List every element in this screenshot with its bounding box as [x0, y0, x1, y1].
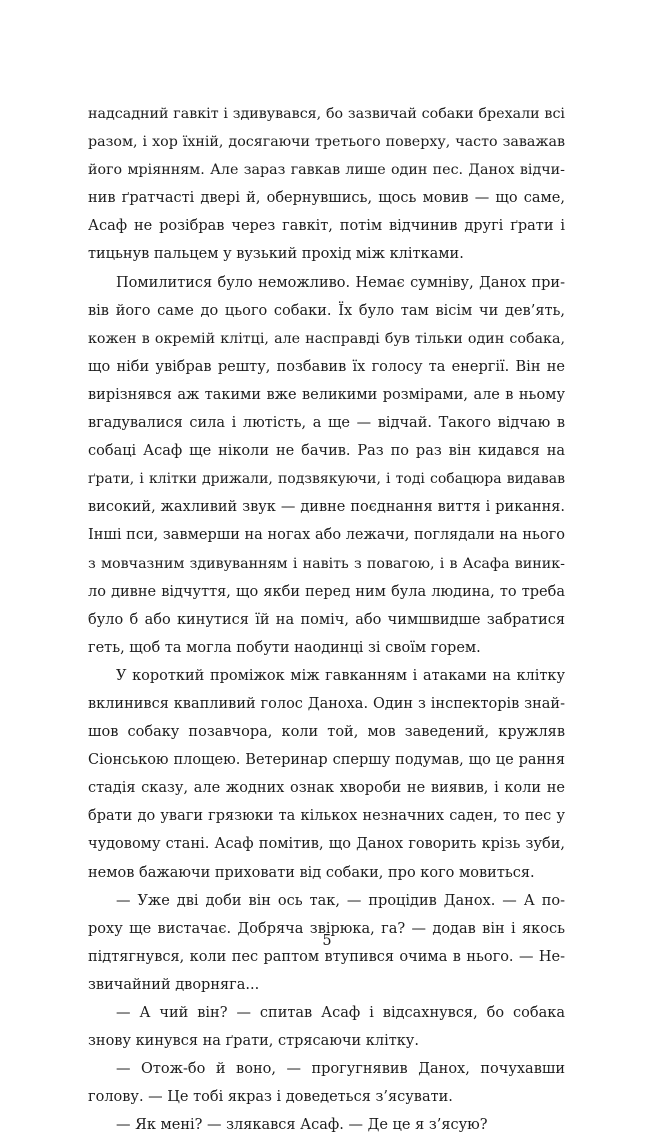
paragraph-first-line: — Отож-бо й воно, — прогугнявив Данох, почухавши: [116, 1061, 565, 1078]
paragraph-first-line: У короткий проміжок між гавканням і атаками на клітку: [116, 667, 565, 684]
text-line: надсадний гавкіт і здивувався, бо зазвичай собаки брехали всі: [88, 106, 565, 122]
text-line: ло дивне відчуття, що якби перед ним була людина, то треба: [88, 583, 565, 600]
text-line: вклинився квапливий голос Даноха. Один з інспекторів знай-: [88, 695, 565, 712]
text-line: Інші пси, завмерши на ногах або лежачи, поглядали на нього: [88, 527, 565, 544]
text-line: разом, і хор їхній, досягаючи третього поверху, часто заважав: [88, 134, 565, 151]
text-line: геть, щоб та могла побути наодинці зі своїм горем.: [88, 639, 481, 656]
text-line: немов бажаючи приховати від собаки, про кого мовиться.: [88, 864, 535, 881]
text-line: стадія сказу, але жодних ознак хвороби не виявив, і коли не: [88, 780, 565, 797]
paragraph-first-line: — Уже дві доби він ось так, — процідив Данох. — А по-: [116, 892, 565, 909]
text-line: Сіонською площею. Ветеринар спершу подумав, що це рання: [88, 752, 565, 769]
text-line: роху ще вистачає. Добряча звірюка, га? — додав він і якось: [88, 920, 565, 937]
text-line: що ніби увібрав решту, позбавив їх голосу та енергії. Він не: [88, 358, 565, 375]
paragraph-first-line: — А чий він? — спитав Асаф і відсахнувся, бо собака: [116, 1005, 565, 1021]
text-line: голову. — Це тобі якраз і доведеться з’ясувати.: [88, 1089, 453, 1106]
text-line: знову кинувся на ґрати, стрясаючи клітку.: [88, 1033, 419, 1050]
text-line: тицьнув пальцем у вузький прохід між клітками.: [88, 246, 464, 263]
text-line: нив ґратчасті двері й, обернувшись, щось мовив — що саме,: [88, 190, 565, 207]
paragraph-first-line: Помилитися було неможливо. Немає сумніву, Данох при-: [116, 274, 565, 291]
text-line: вирізнявся аж такими вже великими розмірами, але в ньому: [88, 386, 565, 403]
text-line: було б або кинутися їй на поміч, або чимшвидше забратися: [88, 611, 565, 628]
text-line: звичайний дворняга...: [88, 976, 260, 993]
text-line: кожен в окремій клітці, але насправді був тільки один собака,: [88, 330, 565, 347]
text-line: чудовому стані. Асаф помітив, що Данох говорить крізь зуби,: [88, 836, 565, 853]
text-line: його мріянням. Але зараз гавкав лише один пес. Данох відчи-: [88, 162, 565, 179]
page-number: 5: [322, 933, 332, 949]
paragraph-first-line: — Як мені? — злякався Асаф. — Де це я з’ясую?: [116, 1117, 488, 1134]
text-line: ґрати, і клітки дрижали, подзвякуючи, і тоді собацюра видавав: [88, 471, 565, 488]
text-line: Асаф не розібрав через гавкіт, потім відчинив другі ґрати і: [88, 218, 565, 235]
text-line: підтягнувся, коли пес раптом втупився очима в нього. — Не-: [88, 948, 565, 965]
text-line: брати до уваги грязюки та кількох незначних саден, то пес у: [88, 808, 565, 825]
text-line: собаці Асаф ще ніколи не бачив. Раз по раз він кидався на: [88, 443, 565, 460]
text-line: високий, жахливий звук — дивне поєднання виття і рикання.: [88, 499, 565, 516]
text-line: вгадувалися сила і лютість, а ще — відчай. Такого відчаю в: [88, 415, 565, 432]
text-line: з мовчазним здивуванням і навіть з повагою, і в Асафа виник-: [88, 555, 565, 572]
body-text: [88, 100, 565, 1139]
text-line: вів його саме до цього собаки. Їх було там вісім чи дев’ять,: [88, 302, 565, 319]
text-line: шов собаку позавчора, коли той, мов заведений, кружляв: [88, 724, 565, 741]
